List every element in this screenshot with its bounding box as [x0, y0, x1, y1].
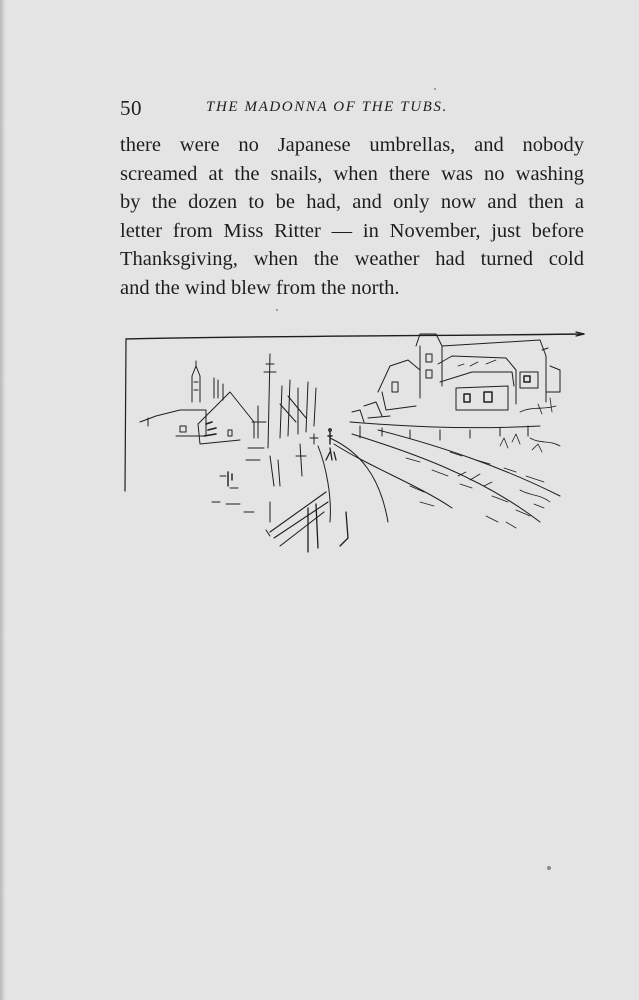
frame-left-line: [125, 340, 126, 491]
text-line: there were no Japanese umbrellas, and nobody: [120, 134, 584, 156]
walking-figure-sketch: [328, 429, 332, 444]
running-head: [120, 96, 584, 120]
text-line: Thanksgiving, when the weather had turned cold: [120, 248, 584, 271]
masts-sketch: [252, 354, 316, 448]
text-line: by the dozen to be had, and only now and then a: [120, 191, 584, 214]
page-number: 50: [120, 96, 142, 120]
village-lane-illustration: [120, 326, 590, 566]
left-house-sketch: [140, 392, 254, 444]
paper-speck: [547, 866, 551, 870]
running-title: THE MADONNA OF THE TUBS.: [206, 99, 448, 115]
text-line: screamed at the snails, when there was no washing: [120, 162, 584, 185]
body-text: [120, 131, 584, 303]
fence-sketch: [350, 398, 556, 440]
text-line: and the wind blew from the north.: [120, 276, 400, 299]
frame-top-line: [126, 334, 584, 339]
text-line: letter from Miss Ritter — in November, just before: [120, 219, 584, 242]
lane-sketch: [310, 430, 560, 522]
church-tower-sketch: [192, 361, 223, 402]
grass-sketch: [410, 434, 560, 528]
paper-speck: [276, 309, 278, 311]
paper-speck: [434, 88, 436, 90]
foreground-posts-sketch: [212, 444, 348, 552]
right-houses-sketch: [352, 334, 560, 422]
